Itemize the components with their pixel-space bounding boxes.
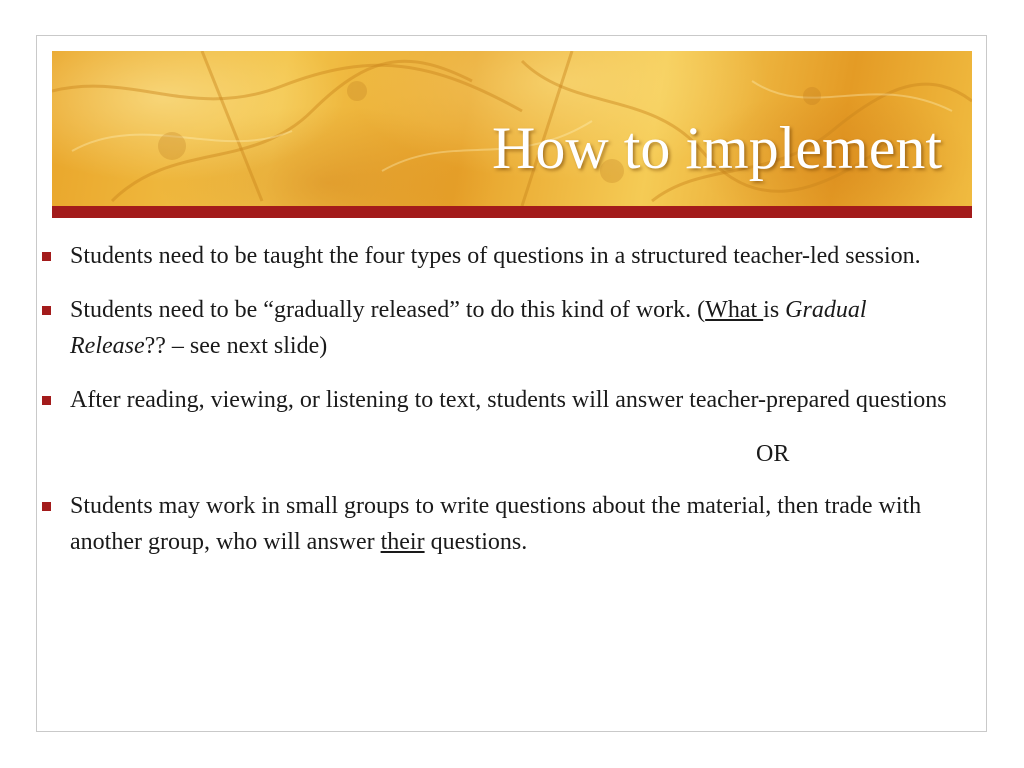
square-bullet-icon <box>42 396 51 405</box>
bullet-text: is <box>763 297 786 323</box>
bullet-text: After reading, viewing, or listening to text, students will answer teacher-prepared questions <box>70 387 947 413</box>
bullet-text: questions. <box>424 529 528 555</box>
bullet-item <box>40 292 960 364</box>
slide-content <box>40 238 960 578</box>
bullet-text: Students may work in small groups to write questions about the material, then trade with another group, who will answer <box>70 493 922 555</box>
bullet-item <box>40 382 960 418</box>
gradual-release-term: Gradual Release <box>70 297 867 359</box>
bullet-text: ?? – see next slide) <box>144 333 328 359</box>
title-accent-bar <box>52 206 972 218</box>
their-emphasis: their <box>380 529 425 555</box>
square-bullet-icon <box>42 502 51 511</box>
slide-title: How to implement <box>492 115 942 181</box>
title-banner <box>52 51 972 206</box>
bullet-text: Students need to be “gradually released” to do this kind of work. ( <box>70 297 706 323</box>
or-separator: OR <box>756 441 790 467</box>
bullet-text: Students need to be taught the four types of questions in a structured teacher-led session. <box>70 243 921 269</box>
square-bullet-icon <box>42 252 51 261</box>
what-is-link[interactable]: What <box>705 297 764 323</box>
square-bullet-icon <box>42 306 51 315</box>
bullet-item <box>40 238 960 274</box>
bullet-item <box>40 488 960 560</box>
